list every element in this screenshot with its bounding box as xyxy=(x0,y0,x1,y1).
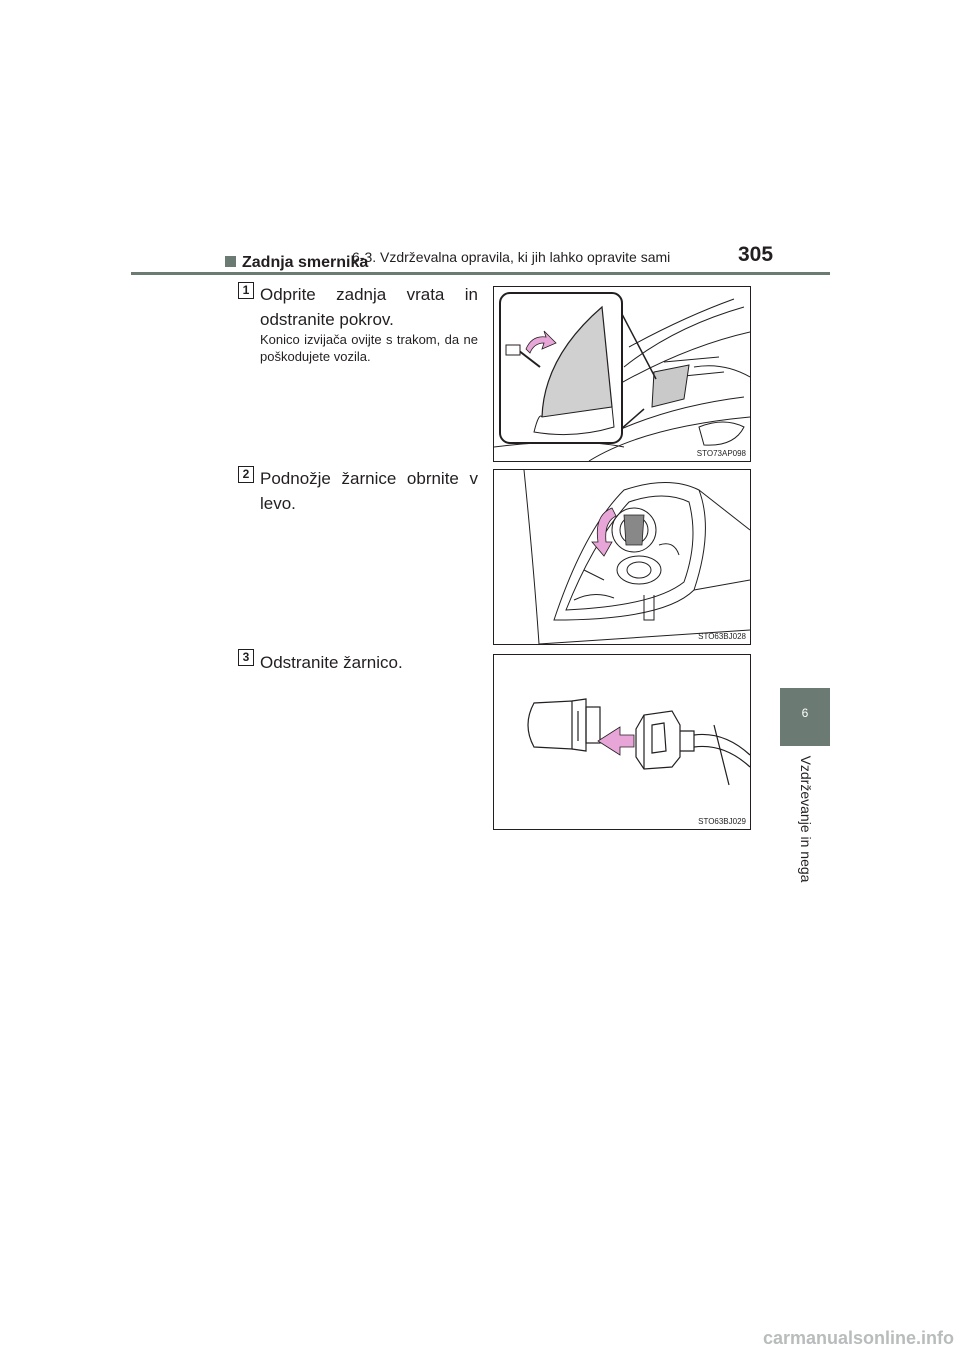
step-1-text: Odprite zadnja vrata in odstranite pokrov. xyxy=(260,285,478,329)
header-divider xyxy=(131,272,830,275)
watermark: carmanualsonline.info xyxy=(762,1328,954,1348)
step-2-text: Podnožje žarnice obrnite v levo. xyxy=(260,469,478,513)
section-title xyxy=(225,254,368,272)
step-1-figure-code: STO73AP098 xyxy=(696,449,746,458)
chapter-tab-number: 6 xyxy=(801,706,809,720)
chapter-side-label xyxy=(766,754,846,884)
step-3-figure xyxy=(493,654,751,830)
step-3-figure-code: STO63BJ029 xyxy=(698,817,746,826)
step-1-figure xyxy=(493,286,751,462)
section-title-text: Zadnja smernika xyxy=(242,254,369,271)
chapter-header-title: 6-3. Vzdrževalna opravila, ki jih lahko opravite sami xyxy=(352,249,671,265)
section-bullet-icon xyxy=(225,256,236,267)
step-3-badge: 3 xyxy=(238,649,254,666)
step-2-figure xyxy=(493,469,751,645)
bulb-removal-illustration xyxy=(494,655,750,829)
bulb-socket-illustration xyxy=(494,470,750,644)
step-1-badge: 1 xyxy=(238,282,254,299)
step-3-text: Odstranite žarnico. xyxy=(260,653,403,672)
chapter-tab xyxy=(780,688,830,746)
step-2-badge: 2 xyxy=(238,466,254,483)
step-1-note: Konico izvijača ovijte s trakom, da ne poškodujete vozila. xyxy=(260,332,478,364)
step-2-figure-code: STO63BJ028 xyxy=(698,632,746,641)
trunk-cover-illustration xyxy=(494,287,750,461)
chapter-side-label-text: Vzdrževanje in nega xyxy=(798,755,814,883)
page-number: 305 xyxy=(738,243,774,266)
